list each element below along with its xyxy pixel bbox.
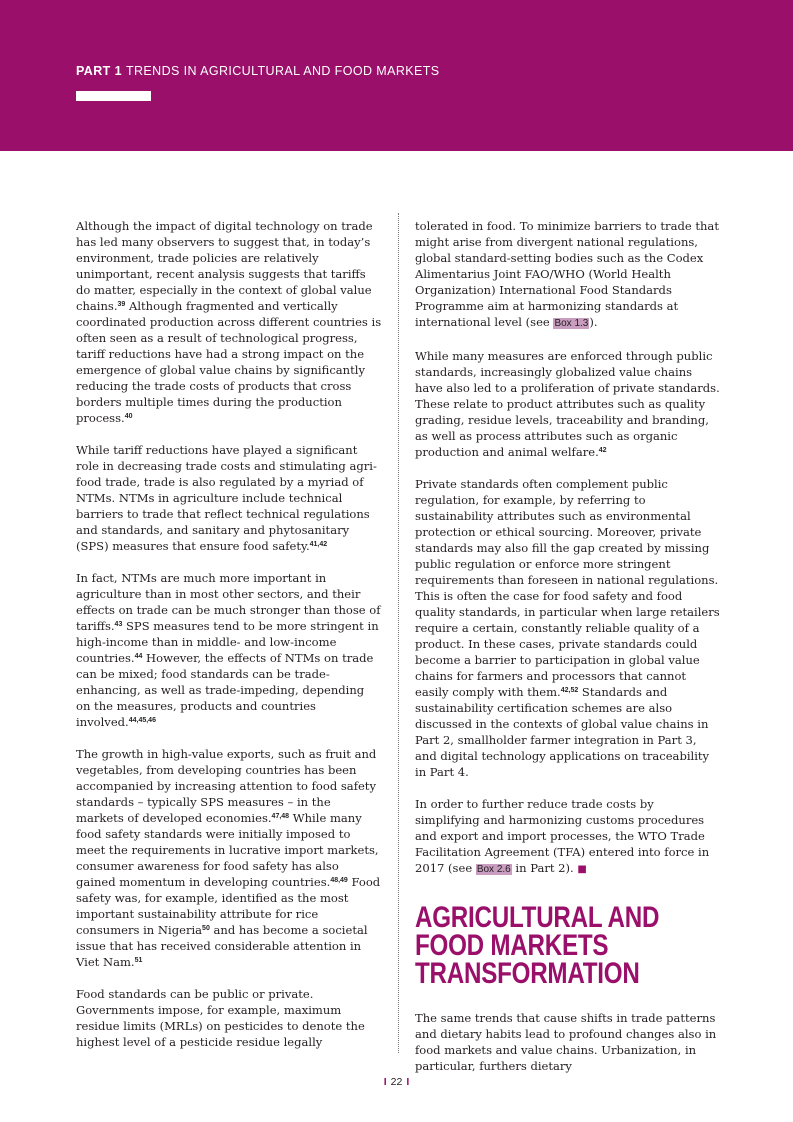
heading-line: TRANSFORMATION	[415, 957, 640, 990]
text-span: The same trends that cause shifts in trade patterns and dietary habits lead to profound changes also in food markets and value chains. Urbanization, in particular, furthers dietary	[415, 1011, 717, 1073]
section-title: TRENDS IN AGRICULTURAL AND FOOD MARKETS	[125, 64, 440, 78]
footnote-ref[interactable]: 48,49	[330, 877, 348, 884]
text-span: While tariff reductions have played a significant role in decreasing trade costs and stimulating agri-food trade, trade is also regulated by a myriad of NTMs. NTMs in agriculture include technical barriers to trade that reflect technical regulations and standards, and sanitary and phytosanitary (SPS) measures that ensure food safety.	[76, 443, 377, 553]
page-number-separator: I	[406, 1076, 410, 1088]
footnote-ref[interactable]: 40	[124, 413, 133, 420]
text-span: in Part 2).	[511, 861, 578, 875]
footnote-ref[interactable]: 41,42	[309, 541, 328, 548]
footnote-ref[interactable]: 42,52	[560, 687, 579, 694]
footnote-ref[interactable]: 44	[134, 653, 143, 660]
text-span: and has become a societal issue that has received considerable attention in Viet Nam.	[76, 923, 368, 969]
text-span: Food safety was, for example, identified as the most important sustainability attribute for rice consumers in Nigeria	[76, 875, 381, 937]
footnote-ref[interactable]: 43	[114, 621, 123, 628]
right-column	[415, 218, 721, 1090]
column-divider	[398, 213, 399, 1053]
text-span: While many food safety standards were initially imposed to meet the requirements in lucrative import markets, consumer awareness for food safety has also gained momentum in developing countries.	[76, 811, 379, 889]
heading-line: FOOD MARKETS	[415, 929, 609, 962]
box-link[interactable]: Box 2.6	[476, 864, 511, 875]
header-accent-bar	[76, 91, 151, 101]
page-footer	[0, 1076, 793, 1088]
paragraph-codex	[415, 218, 721, 332]
heading-line: AGRICULTURAL AND	[415, 901, 660, 934]
text-span: tolerated in food. To minimize barriers to trade that might arise from divergent national regulations, global standard-setting bodies such as the Codex Alimentarius Joint FAO/WHO (World Health Organization) International Food Standards Programme aim at harmonizing standards at international level (see	[415, 219, 719, 329]
section-heading	[415, 901, 721, 990]
text-span: Private standards often complement public regulation, for example, by referring to sustainability attributes such as environmental protection or ethical sourcing. Moreover, private standards may also fill the gap created by missing public regulation or enforce more stringent requirements than foreseen in national regulations. This is often the case for food safety and food quality standards, in particular when large retailers require a certain, constantly reliable quality of a product. In these cases, private standards could become a barrier to participation in global value chains for farmers and processors that cannot easily comply with them.	[415, 477, 720, 699]
text-span: In order to further reduce trade costs by simplifying and harmonizing customs procedures and export and import processes, the WTO Trade Facilitation Agreement (TFA) entered into force in 2017 (see	[415, 797, 710, 875]
text-span: However, the effects of NTMs on trade can be mixed; food standards can be trade-enhancing, as well as trade-impeding, depending on the measures, products and countries involved.	[76, 651, 374, 729]
paragraph-private-standards	[415, 348, 721, 460]
footnote-ref[interactable]: 50	[202, 925, 210, 932]
page-header-band	[0, 0, 793, 151]
paragraph-food-standards	[76, 986, 382, 1050]
text-span: Although fragmented and vertically coordinated production across different countries is often seen as a result of technological progress, tariff reductions have had a strong impact on the emergence of global value chains by significantly reducing the trade costs of products that cross borders multiple times during the production process.	[76, 299, 382, 425]
text-span: While many measures are enforced through public standards, increasingly globalized value chains have also led to a proliferation of private standards. These relate to product attributes such as quality grading, residue levels, traceability and branding, as well as process attributes such as organic production and animal welfare.	[415, 349, 720, 459]
footnote-ref[interactable]: 42	[598, 447, 607, 454]
end-square-icon: ■	[577, 864, 587, 875]
paragraph-high-value-exports	[76, 746, 382, 970]
text-span: In fact, NTMs are much more important in agriculture than in most other sectors, and their effects on trade can be much stronger than those of tariffs.	[76, 571, 381, 633]
text-span: Although the impact of digital technology on trade has led many observers to suggest that, in today’s environment, trade policies are relatively unimportant, recent analysis suggests that tariffs do matter, especially in the context of global value chains.	[76, 219, 373, 313]
paragraph-complement-public	[415, 476, 721, 780]
footnote-ref[interactable]: 47,48	[271, 813, 290, 820]
paragraph-tfa	[415, 796, 721, 878]
text-span: SPS measures tend to be more stringent in high-income than in middle- and low-income countries.	[76, 619, 379, 665]
left-column	[76, 218, 382, 1066]
text-span: Food standards can be public or private. Governments impose, for example, maximum residue limits (MRLs) on pesticides to denote the highest level of a pesticide residue legally	[76, 987, 365, 1049]
text-span: The growth in high-value exports, such as fruit and vegetables, from developing countries has been accompanied by increasing attention to food safety standards – typically SPS measures – in the markets of developed economies.	[76, 747, 377, 825]
footnote-ref[interactable]: 51	[134, 957, 143, 964]
paragraph-tariffs	[76, 218, 382, 426]
text-span: Standards and sustainability certification schemes are also discussed in the contexts of global value chains in Part 2, smallholder farmer integration in Part 3, and digital technology applications on traceability in Part 4.	[415, 685, 710, 779]
paragraph-urbanization	[415, 1010, 721, 1074]
part-label: PART 1	[76, 64, 122, 78]
text-span: ).	[589, 315, 598, 329]
footnote-ref[interactable]: 44,45,46	[128, 717, 156, 724]
page-number: 22	[390, 1076, 403, 1088]
footnote-ref[interactable]: 39	[117, 301, 126, 308]
paragraph-ntm-effects	[76, 570, 382, 730]
paragraph-ntms	[76, 442, 382, 554]
page-number-separator: I	[383, 1076, 387, 1088]
box-link[interactable]: Box 1.3	[554, 318, 589, 329]
running-header	[76, 64, 440, 78]
